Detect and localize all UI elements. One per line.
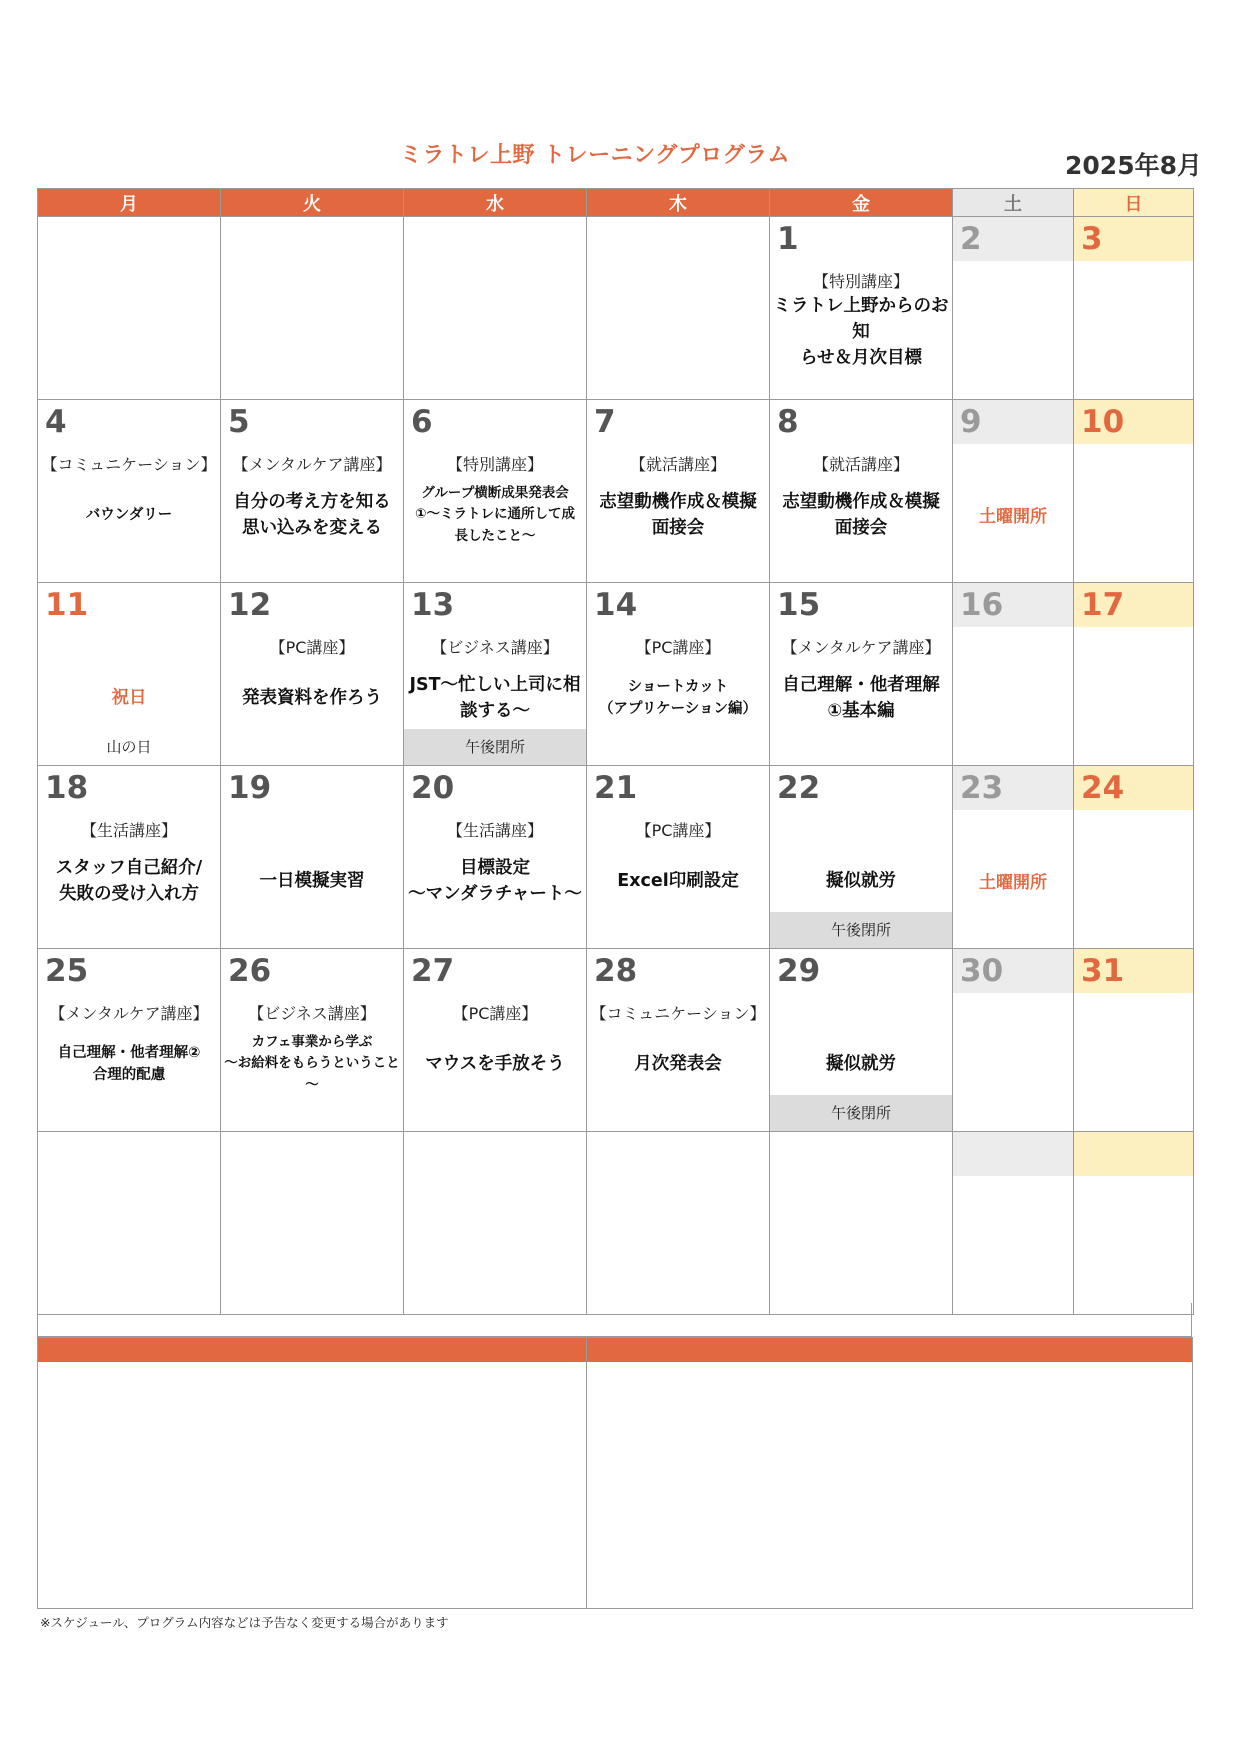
calendar-table — [37, 188, 1194, 1315]
calendar-week-row — [38, 400, 1194, 583]
month-label: 2025年8月 — [1065, 151, 1202, 180]
course-category: 【メンタルケア講座】 — [781, 638, 941, 657]
course-title: 擬似就労 — [826, 870, 896, 891]
sunday-band — [1074, 1132, 1193, 1176]
calendar-day-cell — [587, 1132, 770, 1315]
course-title: 志望動機作成＆模擬 面接会 — [782, 491, 940, 538]
afternoon-closed-label: 午後閉所 — [770, 912, 952, 948]
calendar-day-cell — [38, 217, 221, 400]
day-cell-content — [38, 400, 220, 582]
weekday-sun: 日 — [1074, 189, 1194, 217]
course-category: 【PC講座】 — [635, 638, 721, 657]
day-cell-content — [953, 949, 1073, 1131]
day-cell-content — [221, 949, 403, 1131]
day-cell-content — [221, 1132, 403, 1314]
saturday-open-label: 土曜開所 — [979, 873, 1047, 893]
course-title: 目標設定 ～マンダラチャート～ — [408, 857, 582, 904]
day-cell-content — [953, 1132, 1073, 1314]
calendar-day-cell — [1074, 949, 1194, 1132]
day-number: 7 — [594, 404, 616, 440]
day-cell-content — [770, 400, 952, 582]
day-number: 1 — [777, 221, 799, 257]
calendar-day-cell — [221, 583, 404, 766]
course-category: 【PC講座】 — [452, 1004, 538, 1023]
course-title: マウスを手放そう — [425, 1053, 565, 1074]
calendar-day-cell — [38, 949, 221, 1132]
course-title: 自分の考え方を知る 思い込みを変える — [233, 491, 391, 538]
day-cell-content — [770, 766, 952, 948]
day-number: 31 — [1081, 953, 1125, 989]
course-title: 自己理解・他者理解② 合理的配慮 — [57, 1044, 201, 1083]
day-number: 16 — [960, 587, 1004, 623]
calendar-day-cell — [770, 766, 953, 949]
calendar-day-cell — [221, 766, 404, 949]
footer-note: ※スケジュール、プログラム内容などは予告なく変更する場合があります — [40, 1615, 449, 1630]
calendar-day-cell — [1074, 400, 1194, 583]
calendar-day-cell — [1074, 1132, 1194, 1315]
calendar-day-cell — [1074, 583, 1194, 766]
calendar-day-cell — [770, 583, 953, 766]
course-title: 志望動機作成＆模擬 面接会 — [599, 491, 757, 538]
day-cell-content — [770, 949, 952, 1131]
day-cell-content — [221, 583, 403, 765]
day-number: 26 — [228, 953, 272, 989]
calendar-day-cell — [953, 400, 1074, 583]
memo-area — [37, 1337, 1193, 1609]
calendar-day-cell — [404, 1132, 587, 1315]
holiday-label: 祝日 — [111, 687, 147, 708]
day-cell-content — [1074, 400, 1193, 582]
day-number: 3 — [1081, 221, 1103, 257]
course-title: 自己理解・他者理解 ①基本編 — [782, 674, 940, 721]
course-category: 【ビジネス講座】 — [431, 638, 559, 657]
day-number: 9 — [960, 404, 982, 440]
day-cell-content — [1074, 583, 1193, 765]
day-number: 27 — [411, 953, 455, 989]
afternoon-closed-label: 午後閉所 — [404, 729, 586, 765]
weekday-mon: 月 — [38, 189, 221, 217]
calendar-day-cell — [953, 583, 1074, 766]
memo-right-bar — [587, 1338, 1192, 1362]
day-cell-content — [1074, 949, 1193, 1131]
course-category: 【PC講座】 — [635, 821, 721, 840]
day-cell-content — [404, 217, 586, 399]
day-cell-content — [770, 583, 952, 765]
course-category: 【メンタルケア講座】 — [232, 455, 392, 474]
day-cell-content — [953, 217, 1073, 399]
day-number: 29 — [777, 953, 821, 989]
day-number: 12 — [228, 587, 272, 623]
day-cell-content — [1074, 1132, 1193, 1314]
calendar-day-cell — [221, 949, 404, 1132]
day-cell-content — [38, 766, 220, 948]
day-cell-content — [953, 766, 1073, 948]
day-cell-content — [587, 583, 769, 765]
day-number: 4 — [45, 404, 67, 440]
course-category: 【PC講座】 — [269, 638, 355, 657]
weekday-header-row — [38, 189, 1194, 217]
day-number: 24 — [1081, 770, 1125, 806]
day-number: 18 — [45, 770, 89, 806]
day-cell-content — [221, 400, 403, 582]
calendar-day-cell — [587, 949, 770, 1132]
day-number: 10 — [1081, 404, 1125, 440]
day-number: 14 — [594, 587, 638, 623]
weekday-thu: 木 — [587, 189, 770, 217]
afternoon-closed-label: 午後閉所 — [770, 1095, 952, 1131]
day-cell-content — [1074, 766, 1193, 948]
course-category: 【特別講座】 — [812, 272, 909, 291]
weekday-tue: 火 — [221, 189, 404, 217]
day-number: 15 — [777, 587, 821, 623]
course-title: JST～忙しい上司に相 談する～ — [409, 674, 581, 721]
calendar-week-row — [38, 766, 1194, 949]
day-cell-content — [404, 583, 586, 765]
course-category: 【コミュニケーション】 — [590, 1004, 766, 1023]
memo-right — [587, 1338, 1192, 1608]
calendar-day-cell — [38, 400, 221, 583]
day-cell-content — [953, 400, 1073, 582]
day-cell-content — [404, 766, 586, 948]
day-number: 2 — [960, 221, 982, 257]
course-title: 一日模擬実習 — [259, 870, 365, 891]
weekday-fri: 金 — [770, 189, 953, 217]
calendar-day-cell — [404, 583, 587, 766]
day-number: 25 — [45, 953, 89, 989]
calendar-day-cell — [953, 1132, 1074, 1315]
calendar-week-row — [38, 1132, 1194, 1315]
day-cell-content — [587, 217, 769, 399]
day-number: 22 — [777, 770, 821, 806]
course-title: ミラトレ上野からのお知 らせ＆月次目標 — [773, 295, 949, 369]
day-number: 5 — [228, 404, 250, 440]
calendar-day-cell — [38, 583, 221, 766]
calendar-day-cell — [770, 1132, 953, 1315]
day-cell-content — [587, 949, 769, 1131]
course-title: スタッフ自己紹介/ 失敗の受け入れ方 — [55, 857, 203, 904]
calendar-day-cell — [404, 949, 587, 1132]
course-category: 【生活講座】 — [80, 821, 177, 840]
memo-left — [38, 1338, 587, 1608]
day-number: 8 — [777, 404, 799, 440]
course-title: 擬似就労 — [826, 1053, 896, 1074]
calendar-day-cell — [587, 217, 770, 400]
calendar-day-cell — [404, 766, 587, 949]
day-number: 23 — [960, 770, 1004, 806]
page-title: ミラトレ上野 トレーニングプログラム — [399, 143, 790, 168]
calendar-day-cell — [953, 766, 1074, 949]
calendar-day-cell — [1074, 766, 1194, 949]
calendar-day-cell — [1074, 217, 1194, 400]
course-title: バウンダリー — [85, 506, 173, 523]
course-title: Excel印刷設定 — [617, 870, 739, 891]
course-category: 【コミュニケーション】 — [41, 455, 217, 474]
course-category: 【メンタルケア講座】 — [49, 1004, 209, 1023]
day-cell-content — [38, 583, 220, 765]
day-cell-content — [770, 1132, 952, 1314]
calendar-day-cell — [221, 1132, 404, 1315]
calendar-week-row — [38, 583, 1194, 766]
day-cell-content — [587, 1132, 769, 1314]
weekday-sat: 土 — [953, 189, 1074, 217]
day-number: 28 — [594, 953, 638, 989]
saturday-band — [953, 1132, 1073, 1176]
calendar-day-cell — [953, 217, 1074, 400]
holiday-name: 山の日 — [106, 738, 152, 756]
course-category: 【生活講座】 — [446, 821, 543, 840]
course-title: カフェ事業から学ぶ ～お給料をもらうということ～ — [224, 1033, 400, 1093]
calendar-week-row — [38, 949, 1194, 1132]
course-title: ショートカット （アプリケーション編） — [598, 678, 758, 717]
day-number: 30 — [960, 953, 1004, 989]
day-cell-content — [404, 1132, 586, 1314]
course-title: グループ横断成果発表会 ①～ミラトレに通所して成 長したこと～ — [415, 484, 575, 544]
calendar-day-cell — [770, 217, 953, 400]
day-cell-content — [38, 217, 220, 399]
spacer-row — [37, 1303, 1192, 1337]
course-category: 【就活講座】 — [629, 455, 726, 474]
day-cell-content — [221, 766, 403, 948]
saturday-open-label: 土曜開所 — [979, 507, 1047, 527]
day-cell-content — [404, 400, 586, 582]
day-cell-content — [953, 583, 1073, 765]
day-cell-content — [1074, 217, 1193, 399]
calendar-day-cell — [404, 217, 587, 400]
calendar-day-cell — [38, 1132, 221, 1315]
day-cell-content — [770, 217, 952, 399]
course-category: 【就活講座】 — [812, 455, 909, 474]
calendar-day-cell — [587, 400, 770, 583]
course-category: 【ビジネス講座】 — [248, 1004, 376, 1023]
day-cell-content — [587, 400, 769, 582]
calendar-week-row — [38, 217, 1194, 400]
calendar-day-cell — [221, 217, 404, 400]
calendar-day-cell — [221, 400, 404, 583]
day-number: 19 — [228, 770, 272, 806]
calendar-day-cell — [587, 583, 770, 766]
day-cell-content — [587, 766, 769, 948]
memo-left-bar — [38, 1338, 586, 1362]
day-number: 6 — [411, 404, 433, 440]
calendar-day-cell — [770, 949, 953, 1132]
course-title: 発表資料を作ろう — [242, 687, 382, 708]
day-cell-content — [38, 1132, 220, 1314]
day-cell-content — [38, 949, 220, 1131]
calendar-day-cell — [38, 766, 221, 949]
calendar-day-cell — [953, 949, 1074, 1132]
day-number: 13 — [411, 587, 455, 623]
day-number: 21 — [594, 770, 638, 806]
day-number: 17 — [1081, 587, 1125, 623]
weekday-wed: 水 — [404, 189, 587, 217]
day-number: 11 — [45, 587, 89, 623]
day-number: 20 — [411, 770, 455, 806]
calendar-day-cell — [404, 400, 587, 583]
day-cell-content — [221, 217, 403, 399]
calendar-day-cell — [770, 400, 953, 583]
calendar-day-cell — [587, 766, 770, 949]
day-cell-content — [404, 949, 586, 1131]
course-title: 月次発表会 — [634, 1053, 722, 1074]
course-category: 【特別講座】 — [446, 455, 543, 474]
